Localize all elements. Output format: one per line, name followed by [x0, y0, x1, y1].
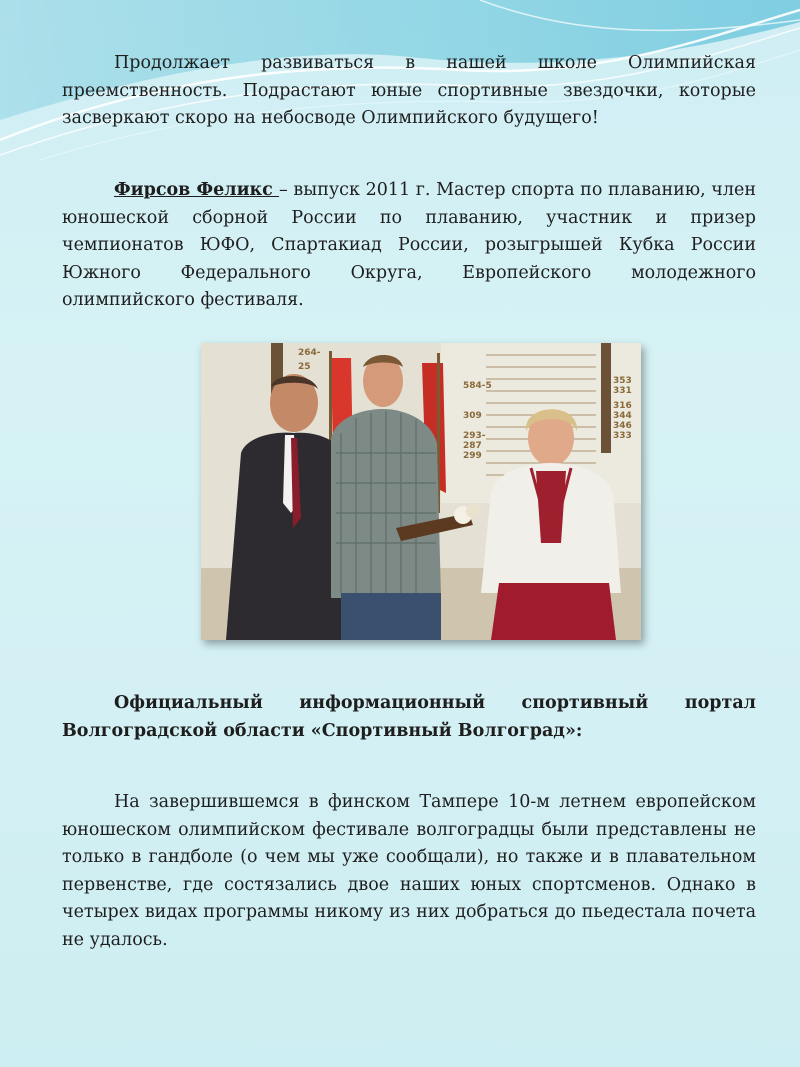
wall-number: 353	[613, 376, 632, 386]
wall-number: 584-5	[463, 381, 492, 391]
wall-number: 309	[463, 411, 482, 421]
wall-number: 346	[613, 421, 632, 431]
wall-number: 344	[613, 411, 632, 421]
athlete-name: Фирсов Феликс	[114, 180, 280, 200]
news-paragraph: На завершившемся в финском Тампере 10-м летнем европейском юношеском олимпийском фестивале волгоградцы были представлены не только в гандболе (о чем мы уже сообщали), но также и в плавательном первенстве, где состязались двое наших юных спортсменов. Однако в четырех видах программы никому из них добраться до пьедестала почета не удалось.	[62, 792, 756, 950]
wall-number: 25	[298, 362, 311, 372]
wall-number: 299	[463, 451, 482, 461]
wall-number: 264-	[298, 348, 321, 358]
source-heading: Официальный информационный спортивный портал Волгоградской области «Спортивный Волгоград»:	[62, 693, 756, 741]
wall-number: 333	[613, 431, 632, 441]
wall-number: 293-	[463, 431, 486, 441]
intro-paragraph: Продолжает развиваться в нашей школе Олимпийская преемственность. Подрастают юные спортивные звездочки, которые засверкают скоро на небосводе Олимпийского будущего!	[62, 53, 756, 128]
athlete-description: – выпуск 2011 г. Мастер спорта по плаванию, член юношеской сборной России по плаванию, участник и призер чемпионатов ЮФО, Спартакиад России, розыгрышей Кубка России Южного Федерального Округа, Европейского молодежного олимпийского фестиваля.	[62, 180, 756, 310]
wall-number: 331	[613, 386, 632, 396]
wall-number: 316	[613, 401, 632, 411]
award-photo	[201, 343, 641, 640]
athlete-paragraph	[62, 177, 756, 315]
wall-number: 287	[463, 441, 482, 451]
